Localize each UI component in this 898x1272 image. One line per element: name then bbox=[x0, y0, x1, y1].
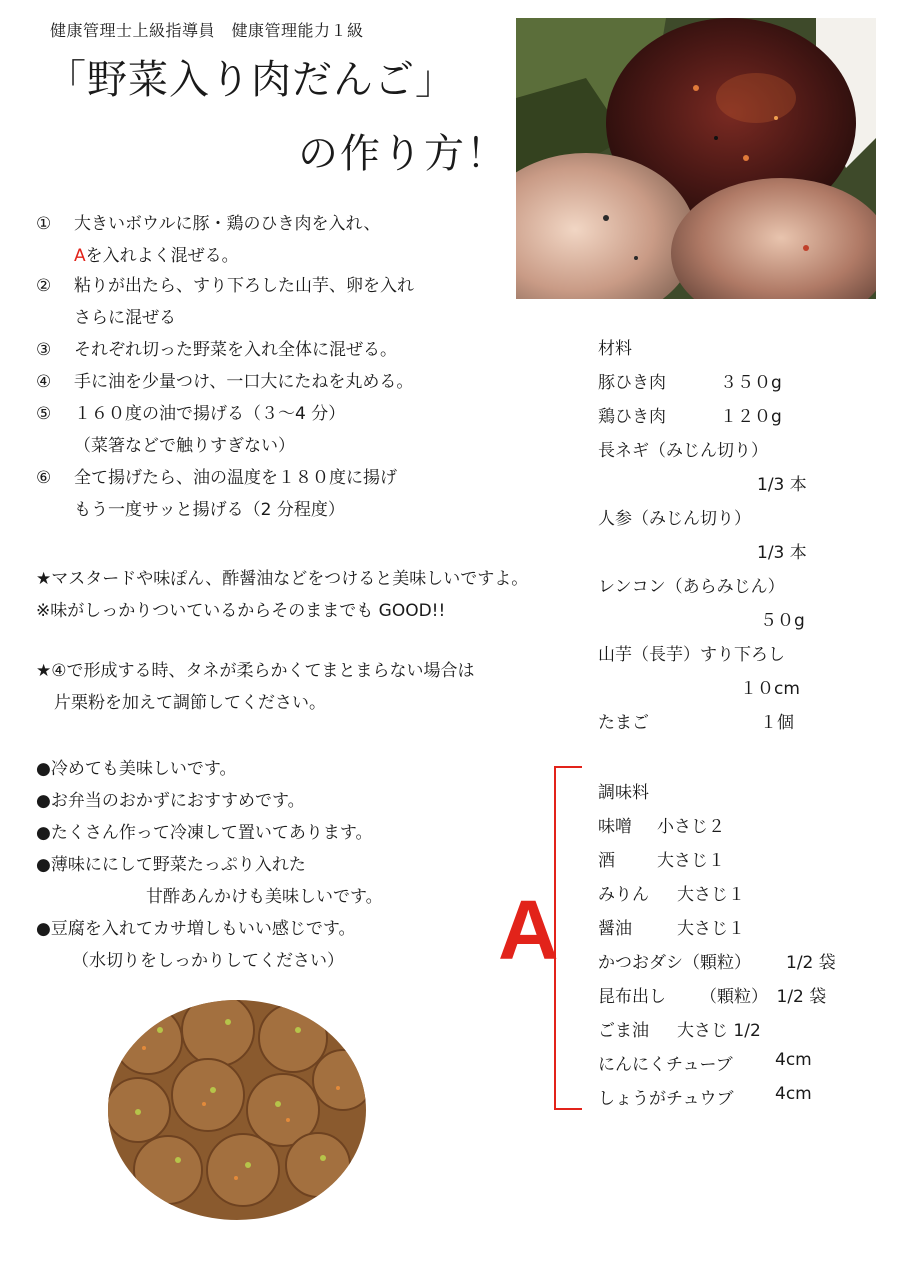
seasoning-amount: 4cm bbox=[775, 1050, 812, 1070]
step-1 bbox=[36, 208, 496, 272]
step-5 bbox=[36, 398, 496, 462]
ingredient-name: レンコン（あらみじん） bbox=[598, 577, 785, 597]
ingredient-amount: ５０g bbox=[760, 611, 805, 631]
seasoning-amount: 大さじ１ bbox=[657, 851, 725, 871]
ingredient-amount: １２０g bbox=[720, 407, 782, 427]
ingredient-amount: １個 bbox=[760, 713, 794, 733]
ingredient-amount: １０cm bbox=[740, 679, 800, 699]
tip-note: ※味がしっかりついているからそのままでも GOOD!! bbox=[36, 601, 446, 621]
seasoning-name: 醤油 bbox=[598, 919, 632, 939]
tip-star-2: ★④で形成する時、タネが柔らかくてまとまらない場合は bbox=[36, 661, 475, 681]
step-text: 全て揚げたら、油の温度を１８０度に揚げ bbox=[74, 468, 397, 488]
step-text: 大きいボウルに豚・鶏のひき肉を入れ、 bbox=[74, 214, 381, 234]
bullet-5-cont: （水切りをしっかりしてください） bbox=[72, 951, 344, 971]
seasoning-amount: （顆粒） 1/2 袋 bbox=[700, 987, 827, 1007]
ingredient-name: 鶏ひき肉 bbox=[598, 407, 666, 427]
ingredients-heading: 材料 bbox=[598, 339, 632, 359]
meatball-photo-top bbox=[516, 18, 876, 299]
page-title-line2: の作り方！ bbox=[298, 131, 508, 177]
seasoning-amount: 大さじ 1/2 bbox=[677, 1021, 761, 1041]
bullet-1: ●冷めても美味しいです。 bbox=[36, 759, 237, 779]
ingredient-amount: 1/3 本 bbox=[757, 475, 807, 495]
tip-star-1: ★マスタードや味ぽん、酢醤油などをつけると美味しいですよ。 bbox=[36, 569, 529, 589]
seasoning-name: ごま油 bbox=[598, 1021, 649, 1041]
bullet-2: ●お弁当のおかずにおすすめです。 bbox=[36, 791, 305, 811]
step-4 bbox=[36, 366, 496, 398]
step-text-cont: さらに混ぜる bbox=[74, 308, 176, 328]
step-number: ② bbox=[36, 276, 52, 296]
bullet-4-cont: 甘酢あんかけも美味しいです。 bbox=[146, 887, 383, 907]
ingredient-amount: 1/3 本 bbox=[757, 543, 807, 563]
seasoning-name: みりん bbox=[598, 885, 649, 905]
step-number: ⑤ bbox=[36, 404, 52, 424]
seasoning-name: 酒 bbox=[598, 851, 615, 871]
step-number: ③ bbox=[36, 340, 52, 360]
step-text: １６０度の油で揚げる（３～4 分） bbox=[74, 404, 346, 424]
step-3 bbox=[36, 334, 496, 366]
seasoning-amount: 大さじ１ bbox=[677, 885, 745, 905]
ingredient-name: たまご bbox=[598, 713, 649, 733]
subtitle: 健康管理士上級指導員 健康管理能力１級 bbox=[50, 21, 364, 40]
bullet-5: ●豆腐を入れてカサ増しもいい感じです。 bbox=[36, 919, 356, 939]
tip-star-2-cont: 片栗粉を加えて調節してください。 bbox=[54, 693, 326, 713]
seasoning-amount: 大さじ１ bbox=[677, 919, 745, 939]
step-text-cont: （菜箸などで触りすぎない） bbox=[74, 436, 295, 456]
seasoning-name: しょうがチュウブ bbox=[598, 1089, 734, 1109]
bullet-4: ●薄味ににして野菜たっぷり入れた bbox=[36, 855, 306, 875]
seasoning-amount: 小さじ２ bbox=[657, 817, 725, 837]
ingredient-name: 長ネギ（みじん切り） bbox=[598, 441, 768, 461]
seasoning-name: にんにくチューブ bbox=[598, 1055, 733, 1075]
bullet-3: ●たくさん作って冷凍して置いてあります。 bbox=[36, 823, 373, 843]
ingredient-name: 山芋（長芋）すり下ろし bbox=[598, 645, 785, 665]
step-6 bbox=[36, 462, 496, 526]
step-number: ① bbox=[36, 214, 52, 234]
seasoning-name: 味噌 bbox=[598, 817, 632, 837]
seasoning-amount: 1/2 袋 bbox=[786, 953, 836, 973]
step-text-cont: もう一度サッと揚げる（2 分程度） bbox=[74, 500, 345, 520]
seasonings-heading: 調味料 bbox=[598, 783, 649, 803]
seasoning-a-label: A bbox=[498, 883, 559, 977]
ingredient-name: 豚ひき肉 bbox=[598, 373, 666, 393]
step-number: ④ bbox=[36, 372, 52, 392]
seasoning-amount: 4cm bbox=[775, 1084, 812, 1104]
step-text: 粘りが出たら、すり下ろした山芋、卵を入れ bbox=[74, 276, 414, 296]
ingredient-a-ref: A bbox=[74, 246, 86, 266]
seasoning-name: かつおダシ（顆粒） bbox=[598, 953, 751, 973]
step-number: ⑥ bbox=[36, 468, 52, 488]
page-title-line1: 「野菜入り肉だんご」 bbox=[46, 57, 456, 103]
step-text-cont: Aを入れよく混ぜる。 bbox=[74, 246, 239, 266]
seasoning-name: 昆布出し bbox=[598, 987, 666, 1007]
meatball-photo-bottom bbox=[108, 1000, 366, 1220]
step-2 bbox=[36, 270, 496, 334]
step-text: 手に油を少量つけ、一口大にたねを丸める。 bbox=[74, 372, 414, 392]
step-text: それぞれ切った野菜を入れ全体に混ぜる。 bbox=[74, 340, 397, 360]
ingredient-amount: ３５０g bbox=[720, 373, 782, 393]
ingredient-name: 人参（みじん切り） bbox=[598, 509, 751, 529]
